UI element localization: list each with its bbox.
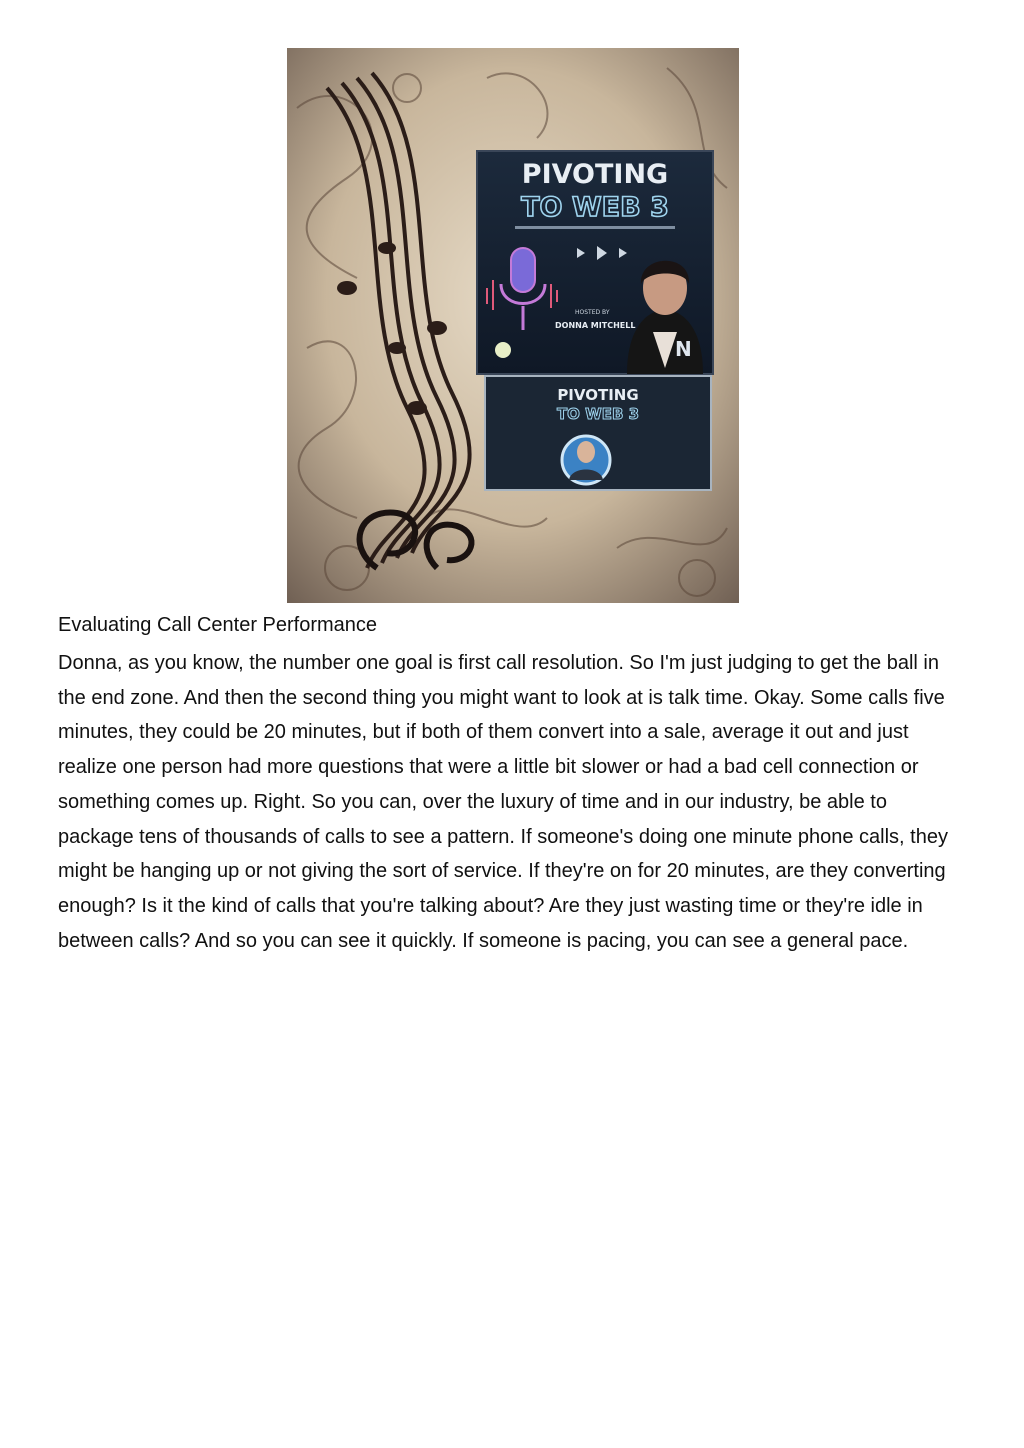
guest-avatar xyxy=(562,436,610,484)
logo-icon: N xyxy=(675,337,692,361)
document-title: Evaluating Call Center Performance xyxy=(58,614,378,636)
book-cover-panel xyxy=(477,151,713,374)
document-body-text: Donna, as you know, the number one goal is first call resolution. So I'm just judging to get the ball in the end zone. And then the second thing you might want to look at is talk time. Okay. Some calls five minutes, they could be 20 minutes, but if both of them convert into a sale, average it out and just realize one person had more questions that were a little bit slower or had a bad cell connection or something comes up. Right. So you can, over the luxury of time and in our industry, be able to package tens of thousands of calls to see a pattern. If someone's doing one minute phone calls, they might be hanging up or not giving the sort of service. If they're on for 20 minutes, are they converting enough? Is it the kind of calls that you're talking about? Are they just wasting time or they're idle in between calls? And so you can see it quickly. If someone is pacing, you can see a general pace. xyxy=(58,652,948,952)
book-title-line2: TO WEB 3 xyxy=(521,192,669,223)
host-name: DONNA MITCHELL xyxy=(555,321,636,330)
decorative-dot xyxy=(495,342,511,358)
panel-title-line2: TO WEB 3 xyxy=(556,405,640,423)
panel-title-line1: PIVOTING xyxy=(557,386,639,404)
cover-artwork xyxy=(287,48,739,603)
hosted-by-label: HOSTED BY xyxy=(575,309,610,316)
lower-cover-panel xyxy=(485,376,711,490)
book-title-line1: PIVOTING xyxy=(521,159,669,190)
podcast-cover-image xyxy=(287,48,739,603)
